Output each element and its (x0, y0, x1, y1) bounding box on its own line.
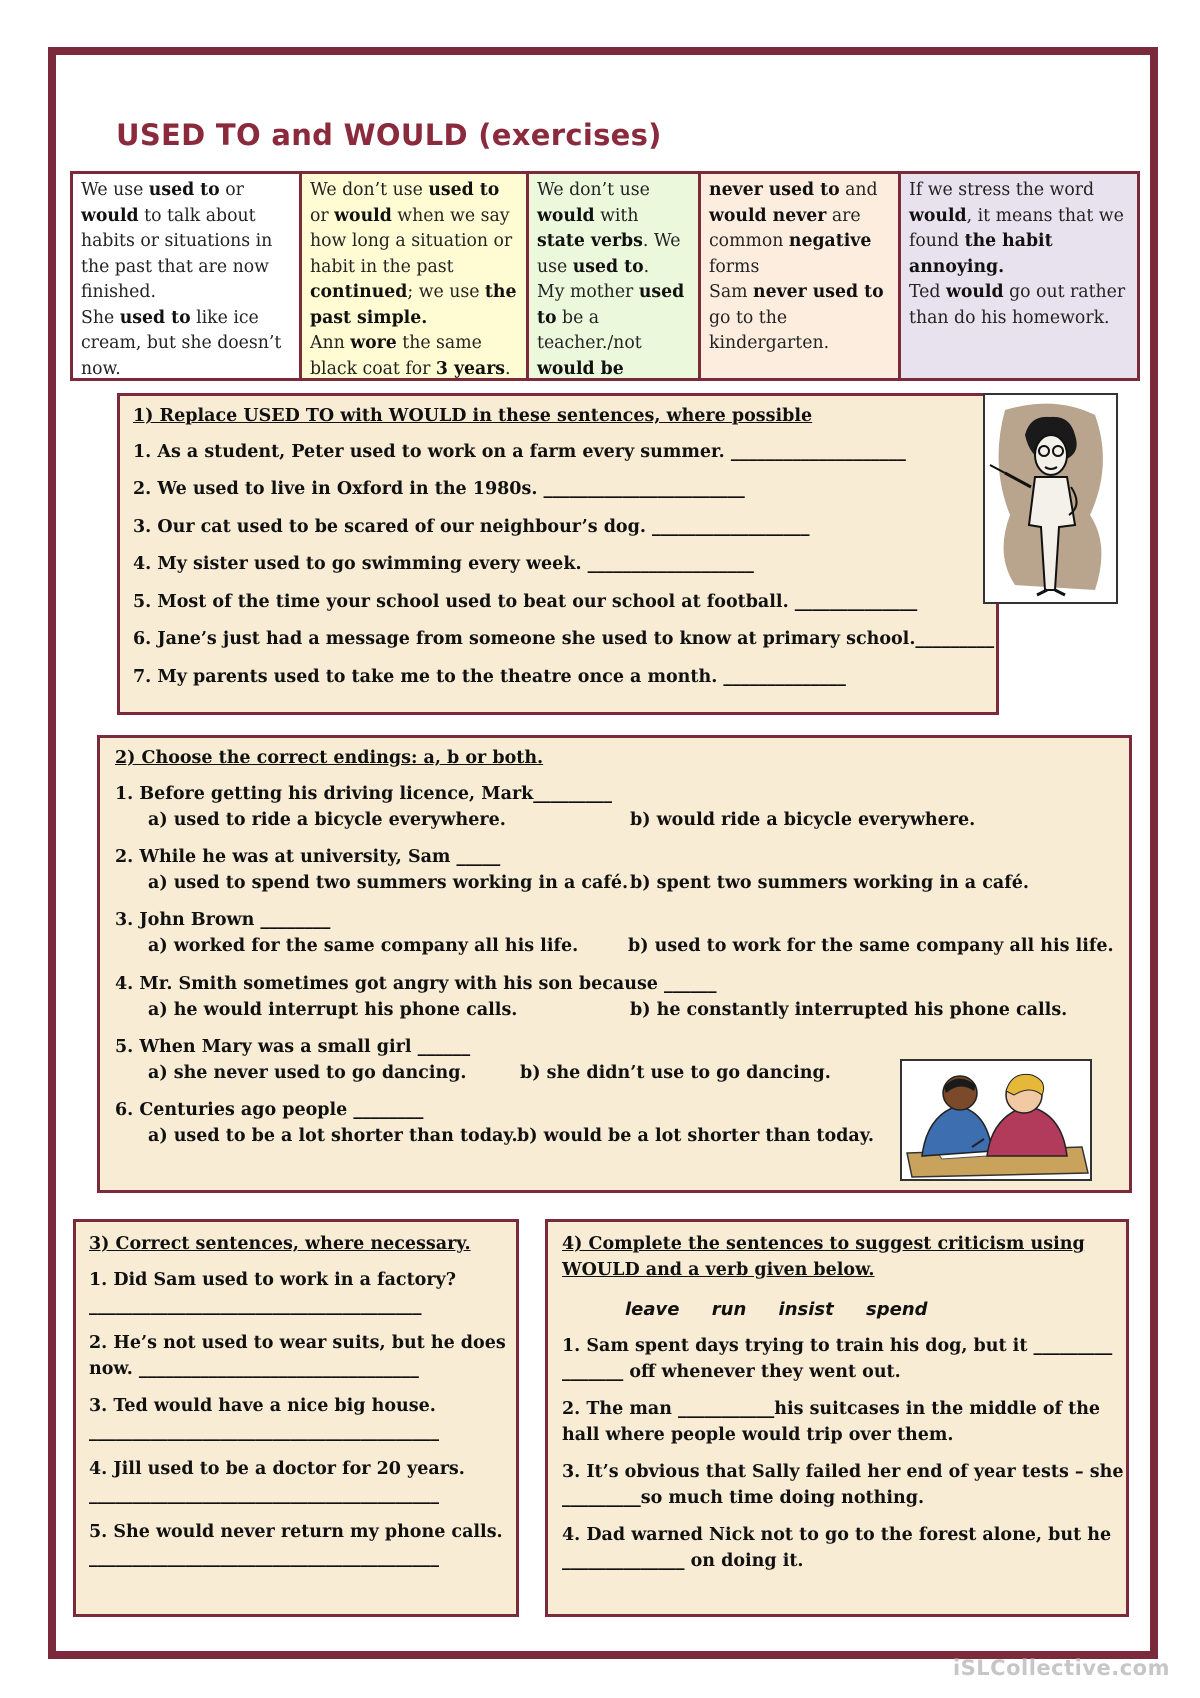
rule-keyword: never used to (709, 180, 840, 200)
rule-keyword: the past simple. (310, 282, 517, 328)
rule-text: . We use (537, 231, 681, 277)
rule-cell (73, 174, 302, 378)
rule-keyword: would (537, 205, 595, 226)
exercise-4-heading-2: WOULD and a verb given below. (562, 1260, 875, 1280)
ex3-answer-line: ______________________________________ (89, 1296, 422, 1316)
rule-text: . (505, 358, 511, 378)
ex2-option-a: a) used to ride a bicycle everywhere. (148, 810, 506, 830)
ex1-item: 3. Our cat used to be scared of our neighbour’s dog. __________________ (133, 517, 810, 537)
rule-text: or (219, 180, 244, 200)
ex1-item: 5. Most of the time your school used to beat our school at football. ______________ (133, 592, 918, 612)
ex3-line: 4. Jill used to be a doctor for 20 years. (89, 1459, 465, 1479)
rule-cell (529, 174, 701, 378)
rule-keyword: negative (788, 231, 872, 251)
verb-item: run (711, 1299, 747, 1320)
ex1-item: 1. As a student, Peter used to work on a farm every summer. ____________________ (133, 442, 906, 462)
rule-text: when we say how long a situation or habit in the past (310, 205, 513, 277)
exercise-3-heading: 3) Correct sentences, where necessary. (89, 1234, 471, 1254)
ex3-answer-line: ________________________________________ (89, 1485, 439, 1505)
ex2-option-a: a) he would interrupt his phone calls. (148, 1000, 518, 1020)
rule-keyword: 3 years (435, 358, 506, 378)
rule-text: be a teacher./not (537, 307, 642, 353)
rule-keyword: would (945, 282, 1004, 302)
ex1-item: 2. We used to live in Oxford in the 1980s. _______________________ (133, 479, 745, 499)
ex1-item: 4. My sister used to go swimming every week. ___________________ (133, 554, 754, 574)
ex2-question: 2. While he was at university, Sam _____ (115, 847, 501, 867)
rule-keyword: the habit annoying. (909, 231, 1053, 277)
ex1-item: 7. My parents used to take me to the theatre once a month. ______________ (133, 667, 846, 687)
rule-text: with (594, 205, 639, 226)
exercise-3-box (73, 1219, 519, 1617)
rule-keyword: used to (428, 180, 500, 200)
teacher-illustration (983, 393, 1118, 604)
rule-text: Ted (909, 282, 946, 302)
ex2-question: 1. Before getting his driving licence, Mark_________ (115, 784, 613, 804)
ex4-line: hall where people would trip over them. (562, 1425, 954, 1445)
ex3-answer-line: ________________________________________ (89, 1548, 439, 1568)
rule-text: We don’t use (310, 180, 429, 200)
ex2-question: 3. John Brown ________ (115, 910, 331, 930)
ex2-option-b: b) spent two summers working in a café. (630, 873, 1029, 893)
rule-text: like ice cream, but she doesn’t now. (81, 307, 282, 378)
rule-keyword: continued (310, 282, 408, 302)
rule-text: are common (709, 205, 861, 251)
ex3-answer-line: ________________________________________ (89, 1422, 439, 1442)
verb-item: spend (866, 1299, 928, 1320)
exercise-1-box (117, 393, 999, 715)
rule-text: or (310, 205, 335, 226)
students-illustration (900, 1059, 1092, 1181)
ex2-question: 5. When Mary was a small girl ______ (115, 1037, 471, 1057)
rule-text: ; we use (407, 282, 485, 302)
ex2-option-a: a) used to spend two summers working in a café. (148, 873, 629, 893)
rule-text: forms (709, 256, 760, 277)
exercise-1-heading: 1) Replace USED TO with WOULD in these sentences, where possible (133, 406, 813, 426)
rule-keyword: used to (537, 282, 685, 328)
ex2-option-b: b) she didn’t use to go dancing. (520, 1063, 831, 1083)
rule-text: and (839, 180, 878, 200)
ex3-line: 5. She would never return my phone calls. (89, 1522, 503, 1542)
ex2-option-b: b) used to work for the same company all his life. (628, 936, 1114, 956)
rule-keyword: would (909, 205, 967, 226)
rule-keyword: state verbs (537, 231, 643, 251)
rule-cell (701, 174, 901, 378)
ex2-option-b: b) would ride a bicycle everywhere. (630, 810, 976, 830)
rule-keyword: used to (572, 256, 644, 277)
exercise-2-heading: 2) Choose the correct endings: a, b or both. (115, 748, 544, 768)
watermark: iSLCollective.com (952, 1656, 1170, 1680)
rule-keyword: would never (709, 205, 827, 226)
ex2-question: 4. Mr. Smith sometimes got angry with his son because ______ (115, 974, 717, 994)
rule-cell (901, 174, 1137, 378)
rule-text: to talk about habits or situations in the past that are now finished. (81, 205, 273, 302)
rule-text: the same black coat for (310, 333, 482, 378)
rule-keyword: would be (537, 358, 624, 378)
ex2-option-a: a) worked for the same company all his life. (148, 936, 579, 956)
rule-text: We don’t use (537, 180, 650, 200)
rule-keyword: used to (148, 180, 220, 200)
ex3-answer-line: now. ________________________________ (89, 1359, 419, 1379)
rule-text: Ann (310, 333, 351, 353)
rule-text: , it means that we found (909, 205, 1124, 251)
ex4-line: 1. Sam spent days trying to train his dog, but it _________ (562, 1336, 1113, 1356)
ex4-line: _______ off whenever they went out. (562, 1362, 901, 1382)
verb-list (625, 1299, 954, 1320)
rule-text: Sam (709, 282, 754, 302)
rule-text: . (643, 256, 650, 277)
ex4-line: _________so much time doing nothing. (562, 1488, 925, 1508)
ex3-line: 1. Did Sam used to work in a factory? (89, 1270, 456, 1290)
rule-text: We use (81, 180, 149, 200)
ex4-line: 3. It’s obvious that Sally failed her end of year tests – she (562, 1462, 1124, 1482)
ex2-question: 6. Centuries ago people ________ (115, 1100, 424, 1120)
ex2-option-a: a) she never used to go dancing. (148, 1063, 467, 1083)
rule-keyword: wore (350, 333, 397, 353)
ex2-option-a: a) used to be a lot shorter than today. (148, 1126, 518, 1146)
ex3-line: 3. Ted would have a nice big house. (89, 1396, 436, 1416)
ex4-line: 2. The man ___________his suitcases in the middle of the (562, 1399, 1101, 1419)
verb-item: insist (778, 1299, 834, 1320)
exercise-4-heading: 4) Complete the sentences to suggest criticism using (562, 1234, 1085, 1254)
verb-item: leave (625, 1299, 680, 1320)
ex3-line: 2. He’s not used to wear suits, but he does (89, 1333, 506, 1353)
rules-table (70, 171, 1140, 381)
rule-keyword: would (334, 205, 392, 226)
ex1-item: 6. Jane’s just had a message from someone she used to know at primary school._________ (133, 629, 995, 649)
ex4-line: 4. Dad warned Nick not to go to the forest alone, but he (562, 1525, 1112, 1545)
rule-text: go out rather than do his homework. (909, 282, 1126, 328)
worksheet-title: USED TO and WOULD (exercises) (116, 118, 662, 152)
rule-keyword: used to (119, 307, 191, 328)
ex4-line: ______________ on doing it. (562, 1551, 804, 1571)
exercise-4-box (545, 1219, 1129, 1617)
ex2-option-b: b) would be a lot shorter than today. (517, 1126, 874, 1146)
rule-keyword: would (81, 205, 139, 226)
ex2-option-b: b) he constantly interrupted his phone calls. (630, 1000, 1068, 1020)
rule-text: go to the kindergarten. (709, 307, 830, 353)
rule-text: If we stress the word (909, 180, 1095, 200)
rule-text: My mother (537, 282, 639, 302)
rule-text: She (81, 307, 120, 328)
rule-cell (302, 174, 529, 378)
rule-keyword: never used to (753, 282, 884, 302)
